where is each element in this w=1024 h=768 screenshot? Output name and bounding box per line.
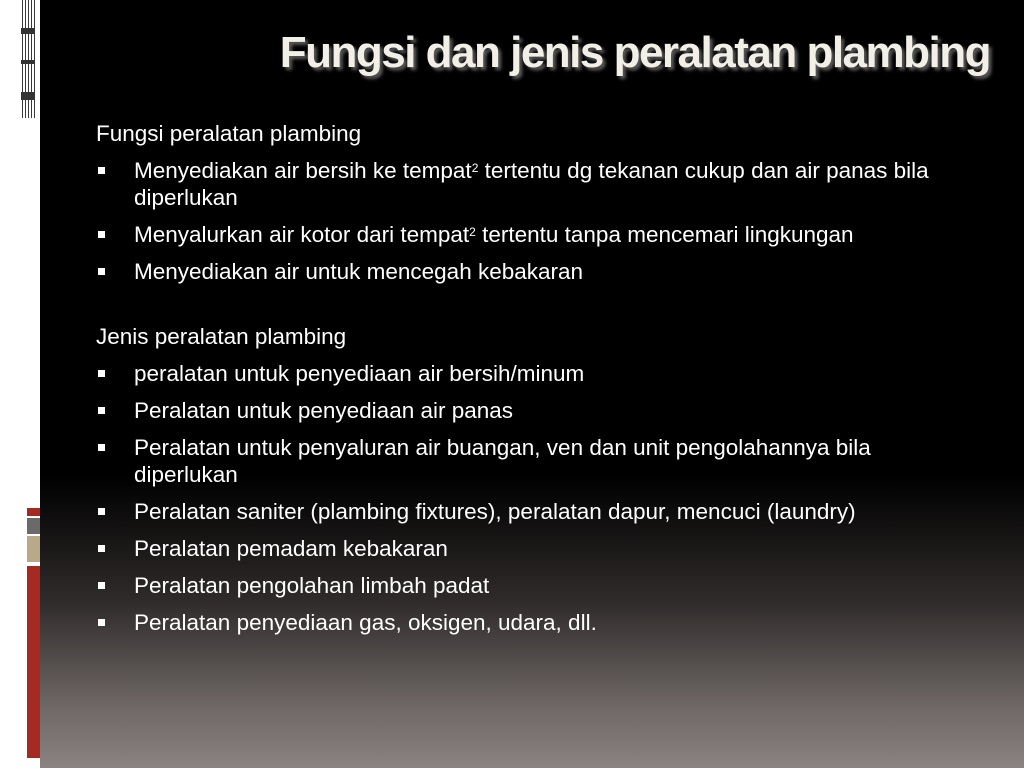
bullet-text: Peralatan penyediaan gas, oksigen, udara, dll. xyxy=(134,610,597,635)
decorative-bar-tan-segment xyxy=(27,536,40,562)
bullet-list-fungsi xyxy=(96,157,976,285)
bullet-item xyxy=(96,397,976,424)
bullet-text: tertentu dg tekanan cukup dan air panas bila diperlukan xyxy=(134,158,929,210)
bullet-item xyxy=(96,535,976,562)
decorative-stripes-top xyxy=(21,0,35,118)
decorative-bar-bottom xyxy=(27,508,40,768)
bullet-text: Peralatan pemadam kebakaran xyxy=(134,536,448,561)
bullet-text: Menyediakan air untuk mencegah kebakaran xyxy=(134,259,584,284)
bullet-text: tertentu tanpa mencemari lingkungan xyxy=(475,222,854,247)
bullet-item xyxy=(96,157,976,211)
section-heading-jenis: Jenis peralatan plambing xyxy=(96,324,347,349)
decorative-stripe-block xyxy=(21,60,35,64)
superscript: 2 xyxy=(471,161,479,175)
decorative-bar-red-segment xyxy=(27,566,40,758)
superscript: 2 xyxy=(469,225,476,239)
bullet-text: peralatan untuk penyediaan air bersih/minum xyxy=(134,361,585,386)
bullet-text: Peralatan untuk penyediaan air panas xyxy=(134,398,514,423)
bullet-item xyxy=(96,572,976,599)
bullet-list-jenis xyxy=(96,360,976,636)
bullet-item xyxy=(96,258,976,285)
section-heading-fungsi: Fungsi peralatan plambing xyxy=(96,121,362,146)
bullet-item xyxy=(96,221,976,248)
bullet-item xyxy=(96,434,976,488)
bullet-text: Menyediakan air bersih ke tempat xyxy=(134,158,472,183)
decorative-bar-red-segment xyxy=(27,508,40,516)
section-spacer xyxy=(96,285,976,323)
slide-title: Fungsi dan jenis peralatan plambing xyxy=(279,28,990,77)
decorative-stripe-block xyxy=(21,28,35,34)
bullet-text: Menyalurkan air kotor dari tempat xyxy=(134,222,470,247)
bullet-text: Peralatan saniter (plambing fixtures), peralatan dapur, mencuci (laundry) xyxy=(134,499,856,524)
bullet-text: Peralatan untuk penyaluran air buangan, ven dan unit pengolahannya bila diperlukan xyxy=(134,435,871,487)
decorative-stripe-block xyxy=(21,92,35,100)
decorative-bar-gray-segment xyxy=(27,518,40,534)
bullet-item xyxy=(96,609,976,636)
bullet-item xyxy=(96,498,976,525)
bullet-text: Peralatan pengolahan limbah padat xyxy=(134,573,490,598)
slide-content xyxy=(96,120,976,636)
bullet-item xyxy=(96,360,976,387)
